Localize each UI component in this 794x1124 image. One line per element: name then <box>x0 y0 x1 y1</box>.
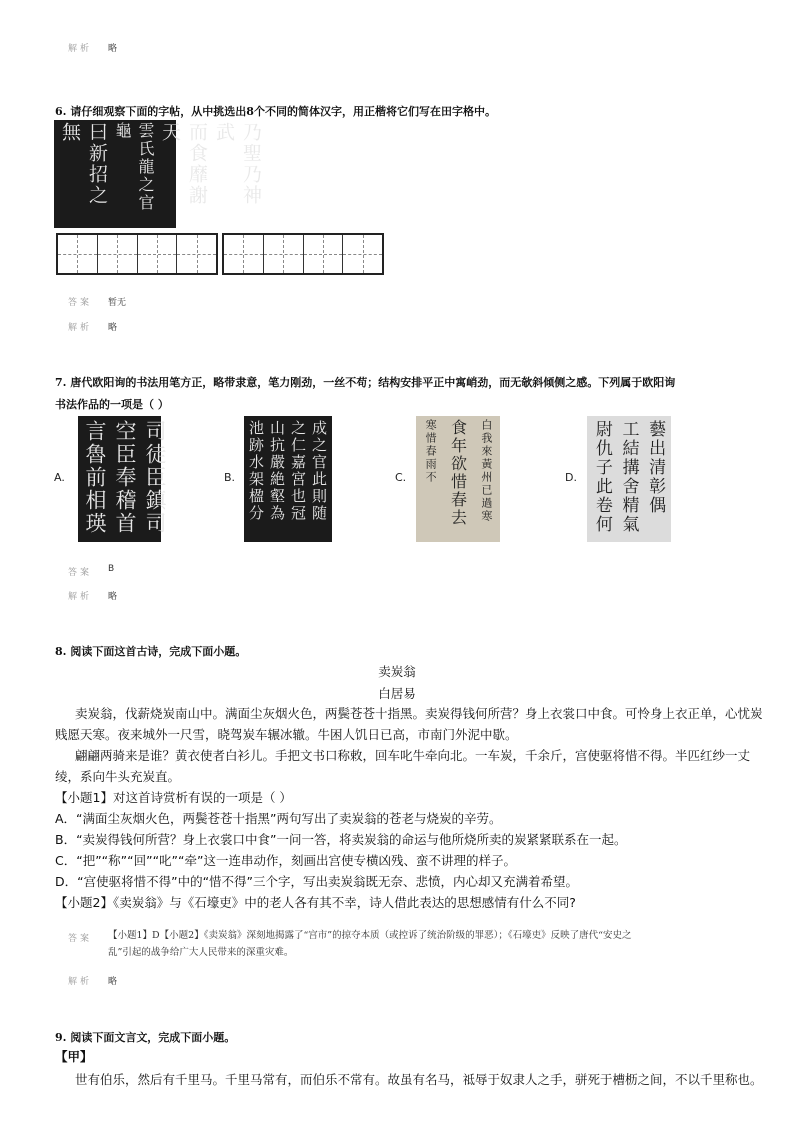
tianzige-cell[interactable] <box>224 235 264 273</box>
answer-label: 答案 <box>68 568 93 578</box>
tianzige-cell[interactable] <box>304 235 344 273</box>
answer-line-2: 乱”引起的战争给广大人民带来的深重灾难。 <box>108 947 294 958</box>
tianzige-cell[interactable] <box>138 235 178 273</box>
option-c[interactable]: C．“把”“称”“回”“叱”“牵”这一连串动作，刻画出宫使专横凶残、蛮不讲理的样子。 <box>55 853 516 868</box>
poem-paragraph-2-line-2: 绫，系向牛头充炭直。 <box>55 769 181 784</box>
callig-col: 寒惜春雨不 <box>424 419 438 484</box>
calligraphy-image-q6 <box>54 120 262 228</box>
option-c-letter[interactable]: C. <box>395 471 407 484</box>
callig-col: 空臣奉稽首 <box>113 420 137 535</box>
option-a[interactable]: A．“满面尘灰烟火色，两鬓苍苍十指黑”两句写出了卖炭翁的苍老与烧炭的辛劳。 <box>55 811 502 826</box>
option-a-calligraphy-image[interactable] <box>78 416 167 542</box>
option-a-letter[interactable]: A. <box>54 471 65 484</box>
answer-value: 暂无 <box>108 298 127 308</box>
question-7-title-line2: 书法作品的一项是（ ） <box>55 398 169 411</box>
poem-paragraph-2-line-1: 翩翩两骑来是谁？黄衣使者白衫儿。手把文书口称敕，回车叱牛牵向北。一车炭，千余斤，宫使驱将惜不得。半匹红纱一丈 <box>75 748 751 763</box>
option-b-letter[interactable]: B. <box>224 471 236 484</box>
tianzige-cell[interactable] <box>98 235 138 273</box>
question-9-title: 9. 阅读下面文言文，完成下面小题。 <box>55 1031 236 1044</box>
tianzige-cell[interactable] <box>343 235 382 273</box>
callig-col: 食年欲惜春去 <box>448 419 468 527</box>
option-b-calligraphy-image[interactable] <box>244 416 332 542</box>
callig-col: 藝出清彰偶 <box>645 420 666 515</box>
answer-value: B <box>108 564 115 574</box>
analysis-value: 略 <box>108 977 118 987</box>
callig-col: 曰新招之無 <box>59 122 108 206</box>
callig-col: 成之官此則随 <box>310 420 328 522</box>
question-8-title: 8. 阅读下面这首古诗，完成下面小题。 <box>55 645 247 658</box>
analysis-value: 略 <box>108 44 118 54</box>
poem-author: 白居易 <box>378 686 416 701</box>
analysis-value: 略 <box>108 592 118 602</box>
analysis-label: 解析 <box>68 323 93 333</box>
tianzige-cell[interactable] <box>58 235 98 273</box>
option-d-letter[interactable]: D. <box>565 471 577 484</box>
callig-col: 言魯前相瑛 <box>83 420 107 535</box>
question-7-title-line1: 7. 唐代欧阳询的书法用笔方正，略带隶意，笔力刚劲，一丝不苟；结构安排平正中寓峭劲，而无欹斜倾侧之感。下列属于欧阳询 <box>55 376 676 389</box>
tianzige-grid-left[interactable] <box>56 233 218 275</box>
callig-col: 工結搆舍精氣 <box>618 420 639 534</box>
answer-label: 答案 <box>68 934 93 944</box>
classical-text-paragraph-1: 世有伯乐，然后有千里马。千里马常有，而伯乐不常有。故虽有名马，祗辱于奴隶人之手，骈死于槽枥之间，不以千里称也。 <box>75 1072 763 1087</box>
analysis-label: 解析 <box>68 44 93 54</box>
callig-col: 尉仇子此卷何 <box>591 420 612 534</box>
answer-line-1: 【小题1】D【小题2】《卖炭翁》深刻地揭露了“宫市”的掠夺本质（或控诉了统治阶级的罪恶）；《石壕吏》反映了唐代“安史之 <box>108 930 632 941</box>
option-b[interactable]: B．“卖炭得钱何所营？身上衣裳口中食”一问一答，将卖炭翁的命运与他所烧所卖的炭紧紧联系在一起。 <box>55 832 627 847</box>
question-6-title: 6. 请仔细观察下面的字帖，从中挑选出8个不同的简体汉字，用正楷将它们写在田字格中。 <box>55 105 496 118</box>
option-c-calligraphy-image[interactable] <box>416 416 500 542</box>
answer-label: 答案 <box>68 298 93 308</box>
poem-paragraph-1-line-1: 卖炭翁，伐薪烧炭南山中。满面尘灰烟火色，两鬓苍苍十指黑。卖炭得钱何所营？身上衣裳口中食。可怜身上衣正单，心忧炭 <box>75 706 763 721</box>
callig-col: 雲氏龍之官龜 <box>113 122 155 212</box>
callig-col: 之仁嘉宮也冠 <box>289 420 307 522</box>
section-jia: 【甲】 <box>55 1049 93 1064</box>
poem-title: 卖炭翁 <box>378 664 416 679</box>
callig-col: 池跡水架楹分 <box>247 420 265 522</box>
analysis-value: 略 <box>108 323 118 333</box>
sub-question-1: 【小题1】对这首诗赏析有误的一项是（ ） <box>55 790 292 805</box>
analysis-label: 解析 <box>68 592 93 602</box>
analysis-label: 解析 <box>68 977 93 987</box>
callig-col: 白我來黃州已過寒 <box>479 419 493 523</box>
callig-col: 山抗嚴絶壑為 <box>268 420 286 522</box>
callig-col: 乃聖乃神武 <box>213 122 262 206</box>
tianzige-cell[interactable] <box>264 235 304 273</box>
sub-question-2: 【小题2】《卖炭翁》与《石壕吏》中的老人各有其不幸，诗人借此表达的思想感情有什么不同? <box>55 895 576 910</box>
option-d[interactable]: D．“宫使驱将惜不得”中的“惜不得”三个字，写出卖炭翁既无奈、悲愤，内心却又充满着希望。 <box>55 874 579 889</box>
option-d-calligraphy-image[interactable] <box>587 416 671 542</box>
poem-paragraph-1-line-2: 贱愿天寒。夜来城外一尺雪，晓驾炭车辗冰辙。牛困人饥日已高，市南门外泥中歇。 <box>55 727 518 742</box>
tianzige-cell[interactable] <box>177 235 216 273</box>
callig-col: 司徒臣鎮司 <box>143 420 167 535</box>
tianzige-grid-right[interactable] <box>222 233 384 275</box>
callig-col: 而食靡謝天 <box>159 122 208 206</box>
